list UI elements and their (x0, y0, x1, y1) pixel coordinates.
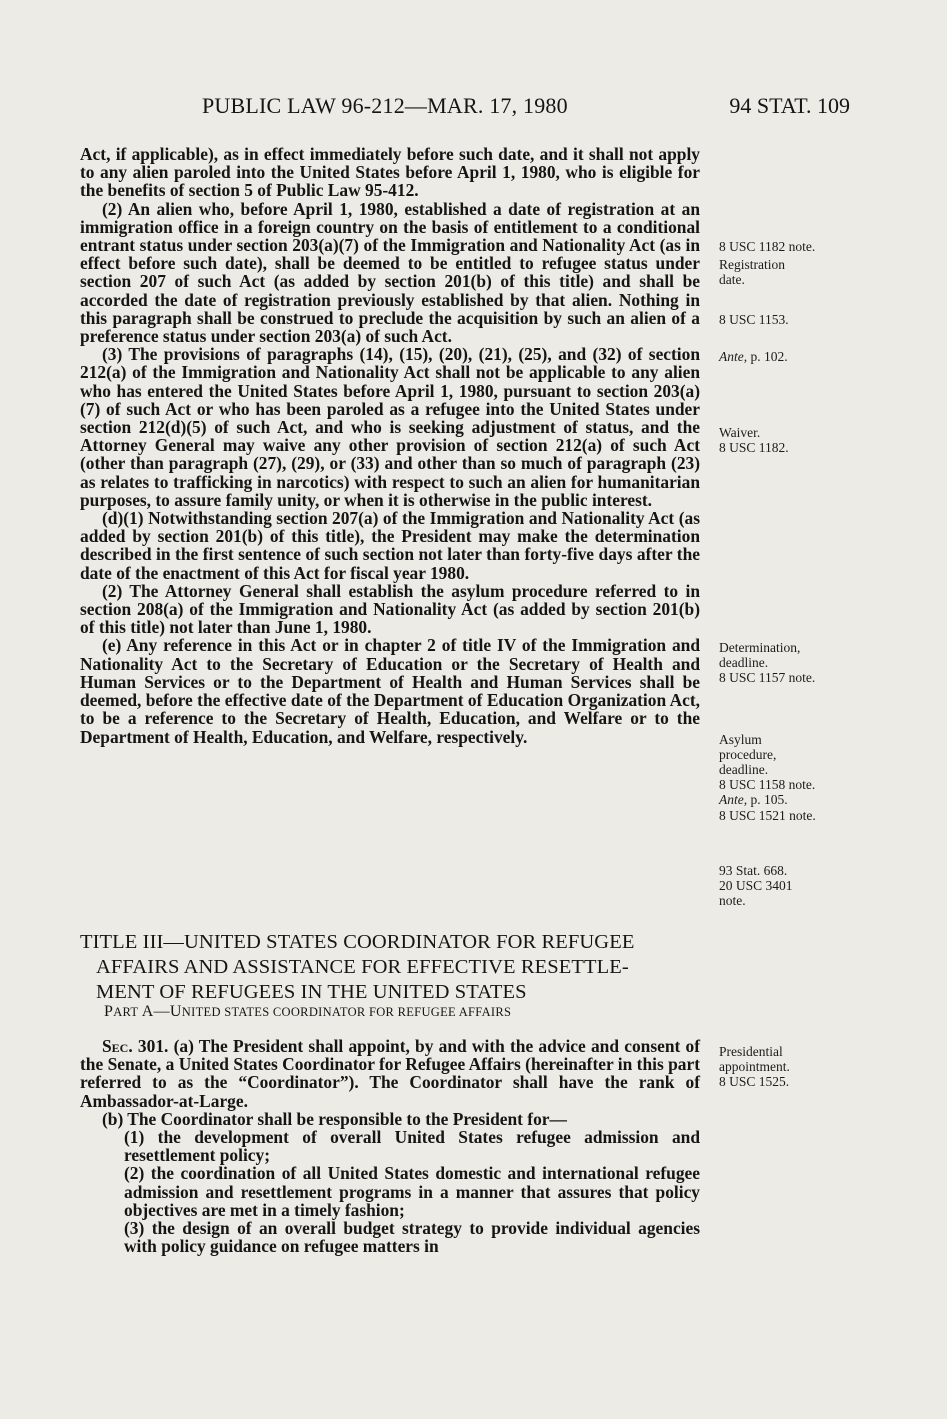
running-title: PUBLIC LAW 96-212—MAR. 17, 1980 (202, 93, 568, 118)
margin-note-italic: Ante, (719, 349, 748, 364)
title-heading-line: AFFAIRS AND ASSISTANCE FOR EFFECTIVE RESETTLE- (96, 956, 629, 978)
paragraph-301b3: (3) the design of an overall budget strategy to provide individual agencies with policy guidance on refugee matters in (124, 1218, 700, 1257)
paragraph-d1: (d)(1) Notwithstanding section 207(a) of the Immigration and Nationality Act (as added by section 201(b) of this title), the President may make the determination described in the first sentence of such section not later than forty-five days after the date of the enactment of this Act for fiscal year 1980. (80, 508, 700, 583)
margin-note-text: p. 105. (747, 792, 788, 807)
margin-note-text: 8 USC 1525. (719, 1074, 790, 1089)
paragraph-301b: (b) The Coordinator shall be responsible to the President for— (102, 1108, 567, 1129)
paragraph-301b2: (2) the coordination of all United States domestic and international refugee admission and resettlement programs in a manner that assures that policy objectives are met in a timely fashion; (124, 1163, 700, 1220)
paragraph-text: 301. (a) The President shall appoint, by and with the advice and consent of the Senate, a United States Coordinator for Refugee Affairs (hereinafter in this part referred to as the “Coordinator”). The Coordinator shall have the rank of Ambassador-at-Large. (80, 1036, 700, 1111)
title-heading-line: MENT OF REFUGEES IN THE UNITED STATES (96, 981, 527, 1003)
part-a-text: ART (113, 1005, 139, 1019)
part-a-text: A—U (138, 1003, 182, 1020)
part-a-text: NITED STATES COORDINATOR FOR REFUGEE AFFAIRS (181, 1005, 512, 1019)
margin-note-italic: Ante, (719, 792, 748, 807)
margin-note-text: Waiver. (719, 425, 761, 440)
page-header (80, 93, 850, 125)
paragraph-d2: (2) The Attorney General shall establish the asylum procedure referred to in section 208(a) of the Immigration and Nationality Act (as added by section 201(b) of this title) not later than June 1, 1980. (80, 580, 700, 638)
margin-note-text: 93 Stat. 668. (719, 863, 788, 878)
margin-note-93-stat-668 (719, 863, 859, 908)
margin-note-text: deadline. (719, 762, 769, 777)
paragraph-e: (e) Any reference in this Act or in chapter 2 of title IV of the Immigration and Nationality Act to the Secretary of Education or the Secretary of Health and Human Services or to the Department of Health and Human Services shall be deemed, before the effective date of the Department of Education Organization Act, to be a reference to the Secretary of Health, Education, and Welfare or to the Department of Health, Education, and Welfare, respectively. (80, 635, 700, 747)
paragraph-301a (80, 1037, 700, 1110)
margin-note-text: Asylum (719, 732, 762, 747)
margin-note-text: 8 USC 1158 note. (719, 777, 816, 792)
margin-note-ante-102 (719, 349, 859, 364)
margin-note-text: 8 USC 1182 note. (719, 239, 816, 254)
part-a-heading (104, 1003, 511, 1021)
margin-note-text: note. (719, 893, 746, 908)
section-301-text (80, 1037, 700, 1255)
title-iii-heading (80, 930, 700, 1005)
section-label: Sec. (102, 1036, 133, 1056)
margin-note-text: 8 USC 1182. (719, 440, 789, 455)
part-a-text: P (104, 1003, 114, 1020)
margin-note-text: procedure, (719, 747, 777, 762)
paragraph-continued: Act, if applicable), as in effect immediately before such date, and it shall not apply to any alien paroled into the United States before April 1, 1980, who is eligible for the benefits of section 5 of Public Law 95-412. (80, 144, 700, 201)
margin-note-text: 8 USC 1153. (719, 312, 789, 327)
paragraph-c2: (2) An alien who, before April 1, 1980, established a date of registration at an immigration office in a foreign country on the basis of entitlement to a conditional entrant status under section 203(a)(7) of the Immigration and Nationality Act (as in effect before such date), shall be deemed to be entitled to refugee status under section 207 of such Act (as added by section 201(b) of this title) and shall be accorded the date of registration previously established by that alien. Nothing in this paragraph shall be construed to preclude the acquisition by such an alien of a preference status under section 203(a) of such Act. (80, 198, 700, 347)
margin-note-registration-date (719, 257, 859, 287)
margin-note-usc-1153 (719, 312, 859, 327)
margin-note-asylum-procedure (719, 732, 859, 792)
margin-note-text: Determination, (719, 640, 801, 655)
margin-note-text: Presidential (719, 1044, 783, 1059)
margin-note-text: deadline. (719, 655, 769, 670)
margin-note-text: 20 USC 3401 (719, 878, 793, 893)
margin-note-text: Registration (719, 257, 785, 272)
margin-note-text: date. (719, 272, 745, 287)
margin-note-presidential-appointment (719, 1044, 859, 1089)
margin-note-usc-1182-note (719, 239, 859, 254)
paragraph-301b1: (1) the development of overall United States refugee admission and resettlement policy; (124, 1127, 700, 1166)
margin-note-text: p. 102. (747, 349, 788, 364)
title-heading-line: TITLE III—UNITED STATES COORDINATOR FOR REFUGEE (80, 931, 635, 953)
margin-note-determination (719, 640, 859, 685)
margin-note-text: appointment. (719, 1059, 790, 1074)
margin-note-ante-105 (719, 792, 859, 807)
margin-note-usc-1521-note (719, 808, 859, 823)
margin-note-text: 8 USC 1521 note. (719, 808, 816, 823)
stat-page-number: 94 STAT. 109 (729, 93, 850, 118)
margin-note-text: 8 USC 1157 note. (719, 670, 816, 685)
paragraph-c3: (3) The provisions of paragraphs (14), (15), (20), (21), (25), and (32) of section 212(a) of the Immigration and Nationality Act shall not be applicable to any alien who has entered the United States before April 1, 1980, pursuant to section 203(a)(7) of such Act or who has been paroled as a refugee into the United States under section 212(d)(5) of such Act, and who is seeking adjustment of status, and the Attorney General may waive any other provision of section 212(a) of such Act (other than paragraph (27), (29), or (33) and other than so much of paragraph (23) as relates to trafficking in narcotics) with respect to such an alien for humanitarian purposes, to assure family unity, or when it is otherwise in the public interest. (80, 344, 700, 510)
margin-note-waiver (719, 425, 859, 455)
main-text-column (80, 145, 700, 746)
